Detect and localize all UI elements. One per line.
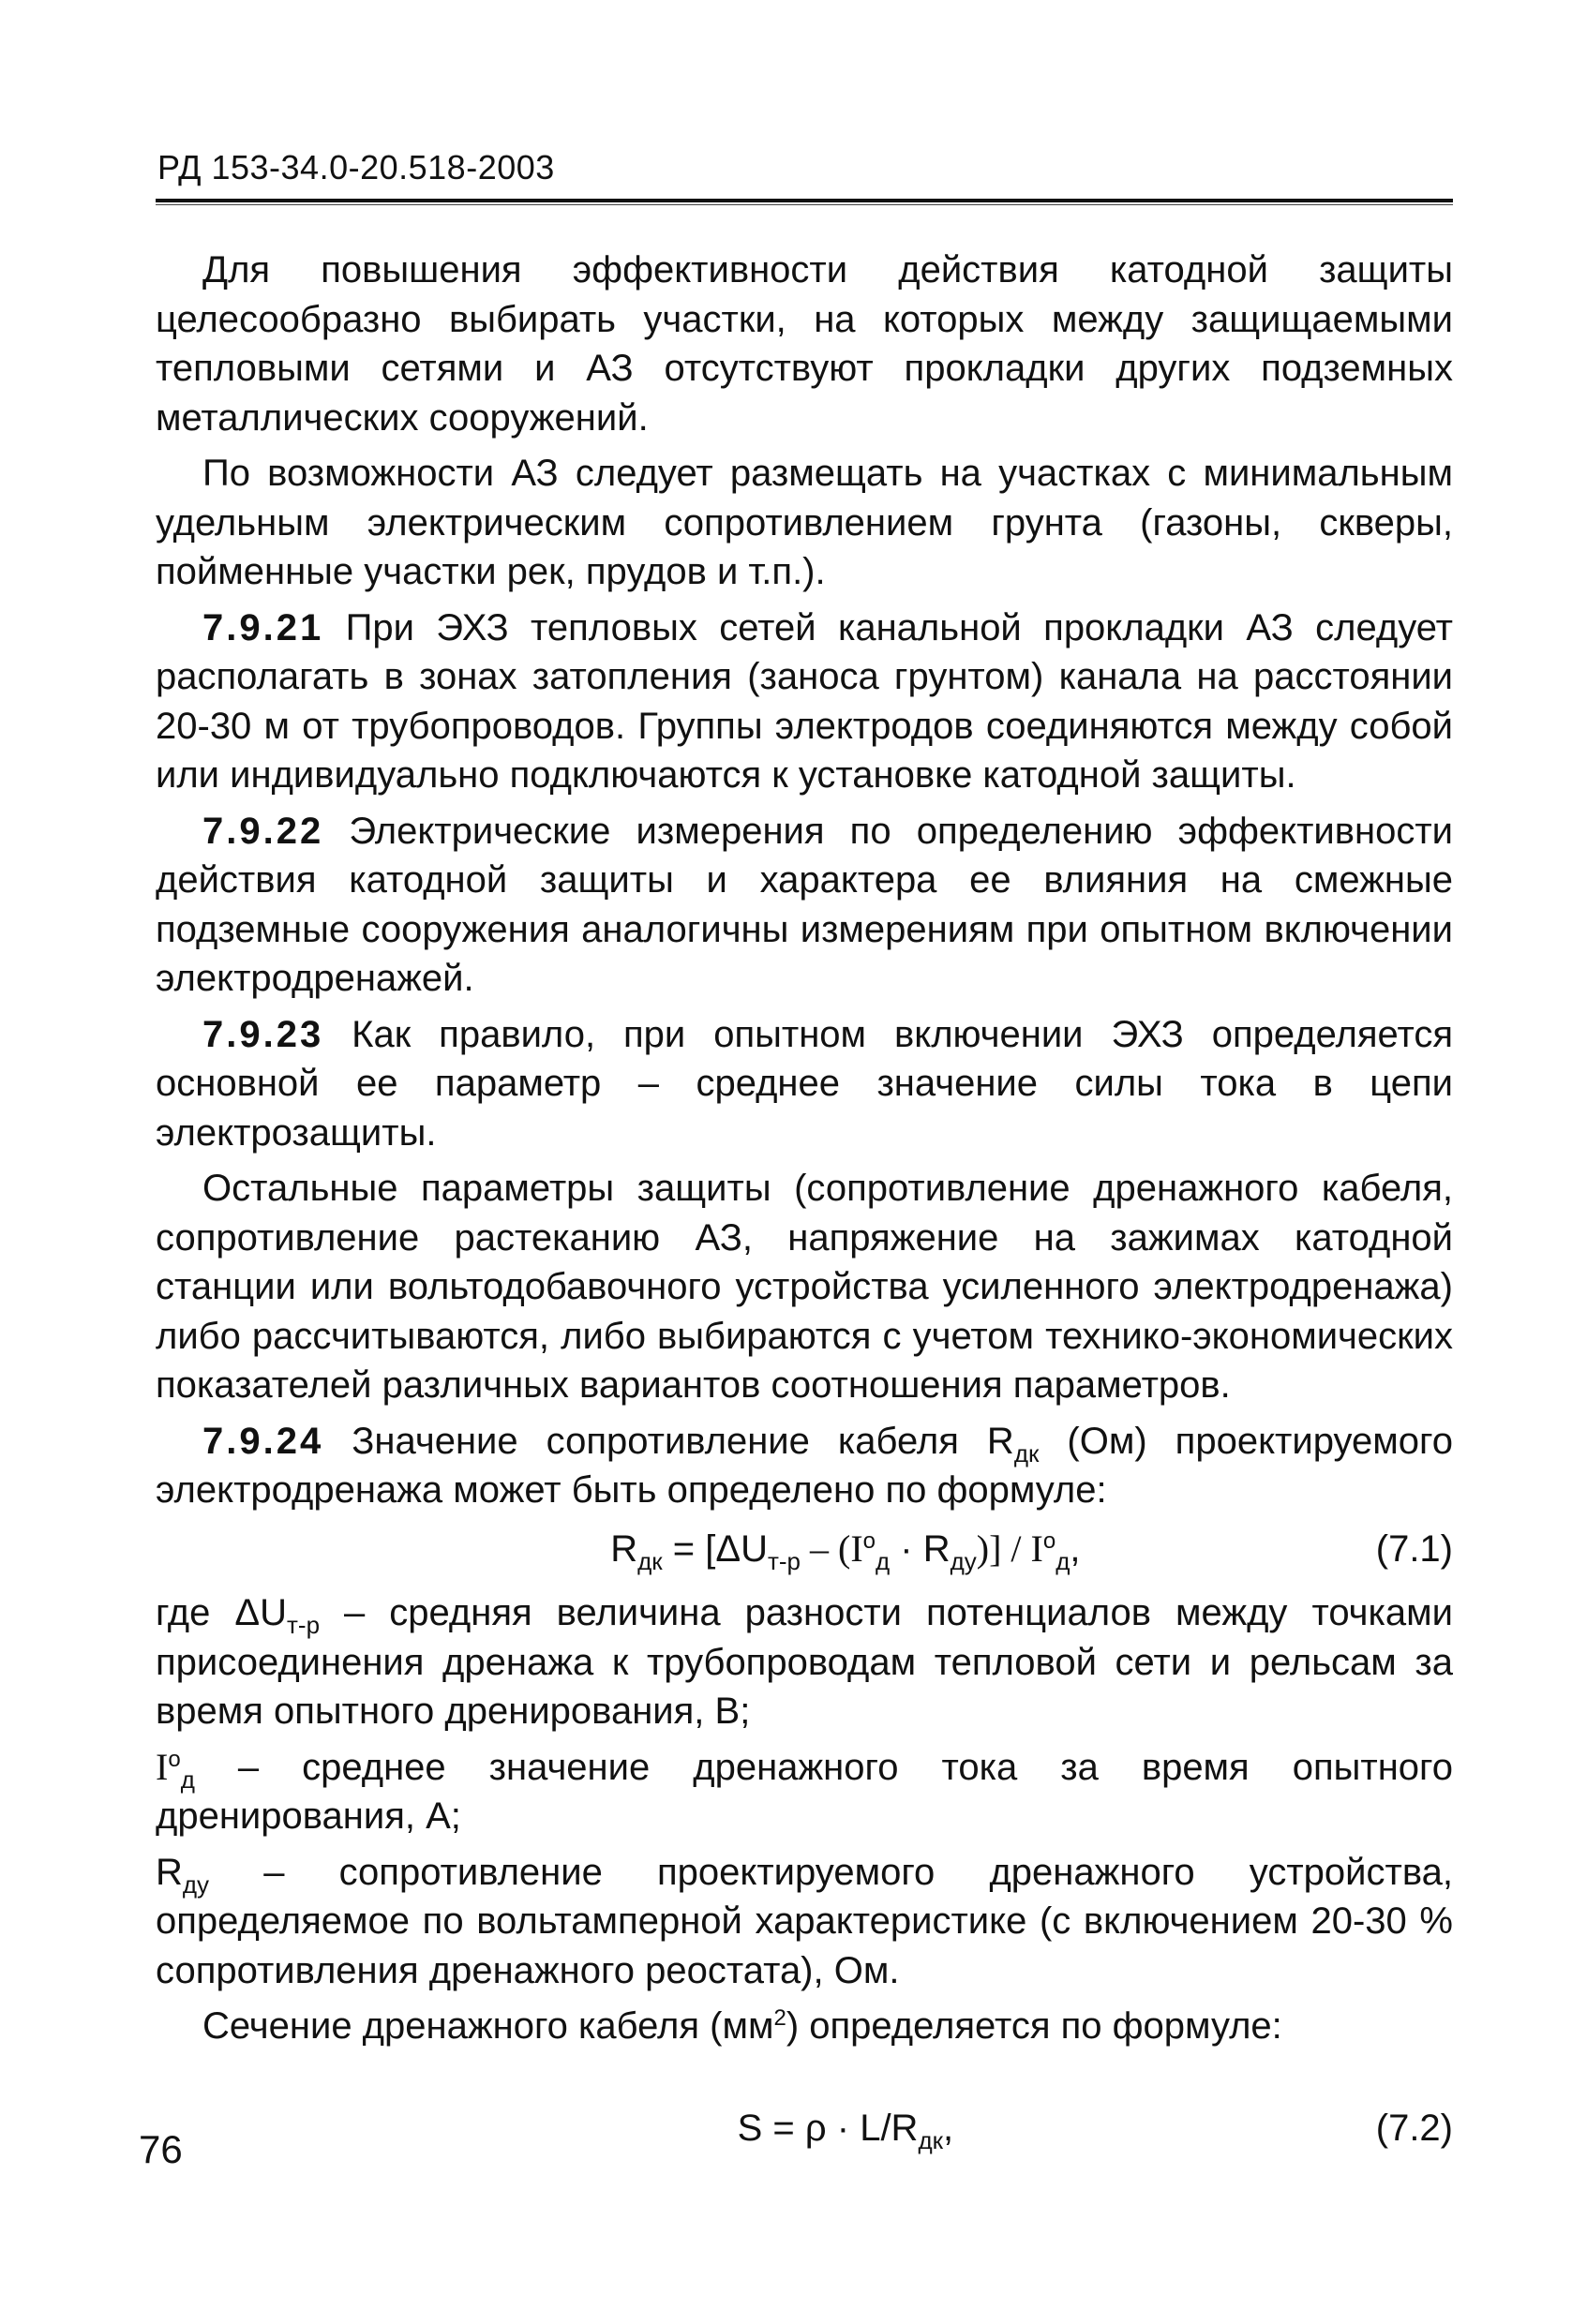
formula-7-2: [156, 2104, 1453, 2153]
clause-number: 7.9.24: [202, 1420, 324, 1462]
clause-7-9-23: [156, 1010, 1453, 1158]
definition-current: [156, 1743, 1453, 1841]
subscript: т-р: [287, 1611, 321, 1639]
definition-term: где ΔU: [156, 1592, 287, 1633]
superscript: o: [862, 1527, 876, 1554]
subscript: ду: [950, 1546, 977, 1575]
paragraph-cable-section: [156, 2002, 1453, 2051]
subscript: ду: [182, 1870, 210, 1899]
subscript: дк: [1013, 1438, 1040, 1467]
definition-text: – средняя величина разности потенциалов между точками присоединения дренажа к трубопроводам тепловой сети и рельсам за время опытного дренирования, В;: [156, 1592, 1453, 1732]
definition-text: – среднее значение дренажного тока за время опытного дренирования, А;: [156, 1746, 1453, 1837]
superscript: o: [1042, 1527, 1056, 1554]
subscript: дк: [637, 1546, 663, 1575]
clause-7-9-24: [156, 1417, 1453, 1515]
subscript: дк: [918, 2125, 943, 2154]
clause-text-cont: (Ом) проектируемого электродренажа может быть определено по формуле:: [156, 1420, 1453, 1511]
superscript: 2: [773, 2005, 786, 2031]
paragraph-anode-placement: По возможности АЗ следует размещать на участках с минимальным удельным электрическим сопротивлением грунта (газоны, скверы, пойменные участки рек, прудов и т.п.).: [156, 453, 1453, 592]
definition-resistance: [156, 1848, 1453, 1996]
subscript: д: [1055, 1546, 1070, 1575]
symbol: R: [610, 1527, 638, 1570]
symbol: ,: [1070, 1527, 1081, 1570]
text: Сечение дренажного кабеля (мм: [202, 2005, 774, 2047]
page-body: [156, 246, 1453, 2168]
definition-delta-u: [156, 1588, 1453, 1736]
subscript: д: [876, 1546, 891, 1575]
symbol: · R: [890, 1527, 951, 1570]
symbol: = [ΔU: [662, 1527, 768, 1570]
symbol: S = ρ · L/R: [737, 2107, 919, 2149]
paragraph-cathodic-site-selection: Для повышения эффективности действия катодной защиты целесообразно выбирать участки, на которых между защищаемыми тепловыми сетями и АЗ отсутствуют прокладки других подземных металлических сооружений.: [156, 249, 1453, 439]
formula-expression: [156, 1525, 1376, 1574]
definition-term: I: [156, 1745, 169, 1788]
header-divider: [156, 199, 1453, 202]
clause-7-9-22: [156, 807, 1453, 1004]
clause-number: 7.9.23: [202, 1013, 324, 1055]
clause-7-9-21: [156, 603, 1453, 800]
symbol: – (I: [801, 1527, 863, 1570]
clause-text: Значение сопротивление кабеля R: [323, 1420, 1014, 1462]
formula-number: (7.2): [1375, 2107, 1453, 2149]
paragraph-other-parameters: Остальные параметры защиты (сопротивление дренажного кабеля, сопротивление растеканию АЗ, напряжение на зажимах катодной станции или вольтодобавочного устройства усиленного электродренажа) либо рассчитываются, либо выбираются с учетом технико-экономических показателей различных вариантов соотношения параметров.: [156, 1168, 1453, 1406]
page-number: 76: [139, 2127, 183, 2171]
subscript: д: [180, 1765, 195, 1794]
document-code-header: РД 153-34.0-20.518-2003: [157, 148, 555, 186]
subscript: т-р: [767, 1546, 801, 1575]
text: ) определяется по формуле:: [786, 2005, 1282, 2047]
formula-expression: [156, 2104, 1376, 2153]
clause-text: При ЭХЗ тепловых сетей канальной прокладки АЗ следует располагать в зонах затопления (заноса грунтом) канала на расстоянии 20-30 м от трубопроводов. Группы электродов соединяются между собой или индивидуально подключаются к установке катодной защиты.: [156, 606, 1453, 796]
definition-term: R: [156, 1851, 183, 1893]
symbol: ,: [942, 2107, 954, 2149]
clause-number: 7.9.21: [202, 606, 324, 648]
superscript: o: [168, 1746, 181, 1772]
clause-text: Электрические измерения по определению эффективности действия катодной защиты и характера ее влияния на смежные подземные сооружения аналогичны измерениям при опытном включении электродренажей.: [156, 810, 1453, 999]
formula-number: (7.1): [1375, 1527, 1453, 1570]
clause-text: Как правило, при опытном включении ЭХЗ определяется основной ее параметр – среднее значение силы тока в цепи электрозащиты.: [156, 1013, 1453, 1154]
definition-text: – сопротивление проектируемого дренажного устройства, определяемое по вольтамперной характеристике (с включением 20-30 % сопротивления дренажного реостата), Ом.: [156, 1851, 1453, 1991]
clause-number: 7.9.22: [202, 810, 324, 852]
formula-7-1: [156, 1525, 1453, 1574]
symbol: )] / I: [976, 1527, 1043, 1570]
